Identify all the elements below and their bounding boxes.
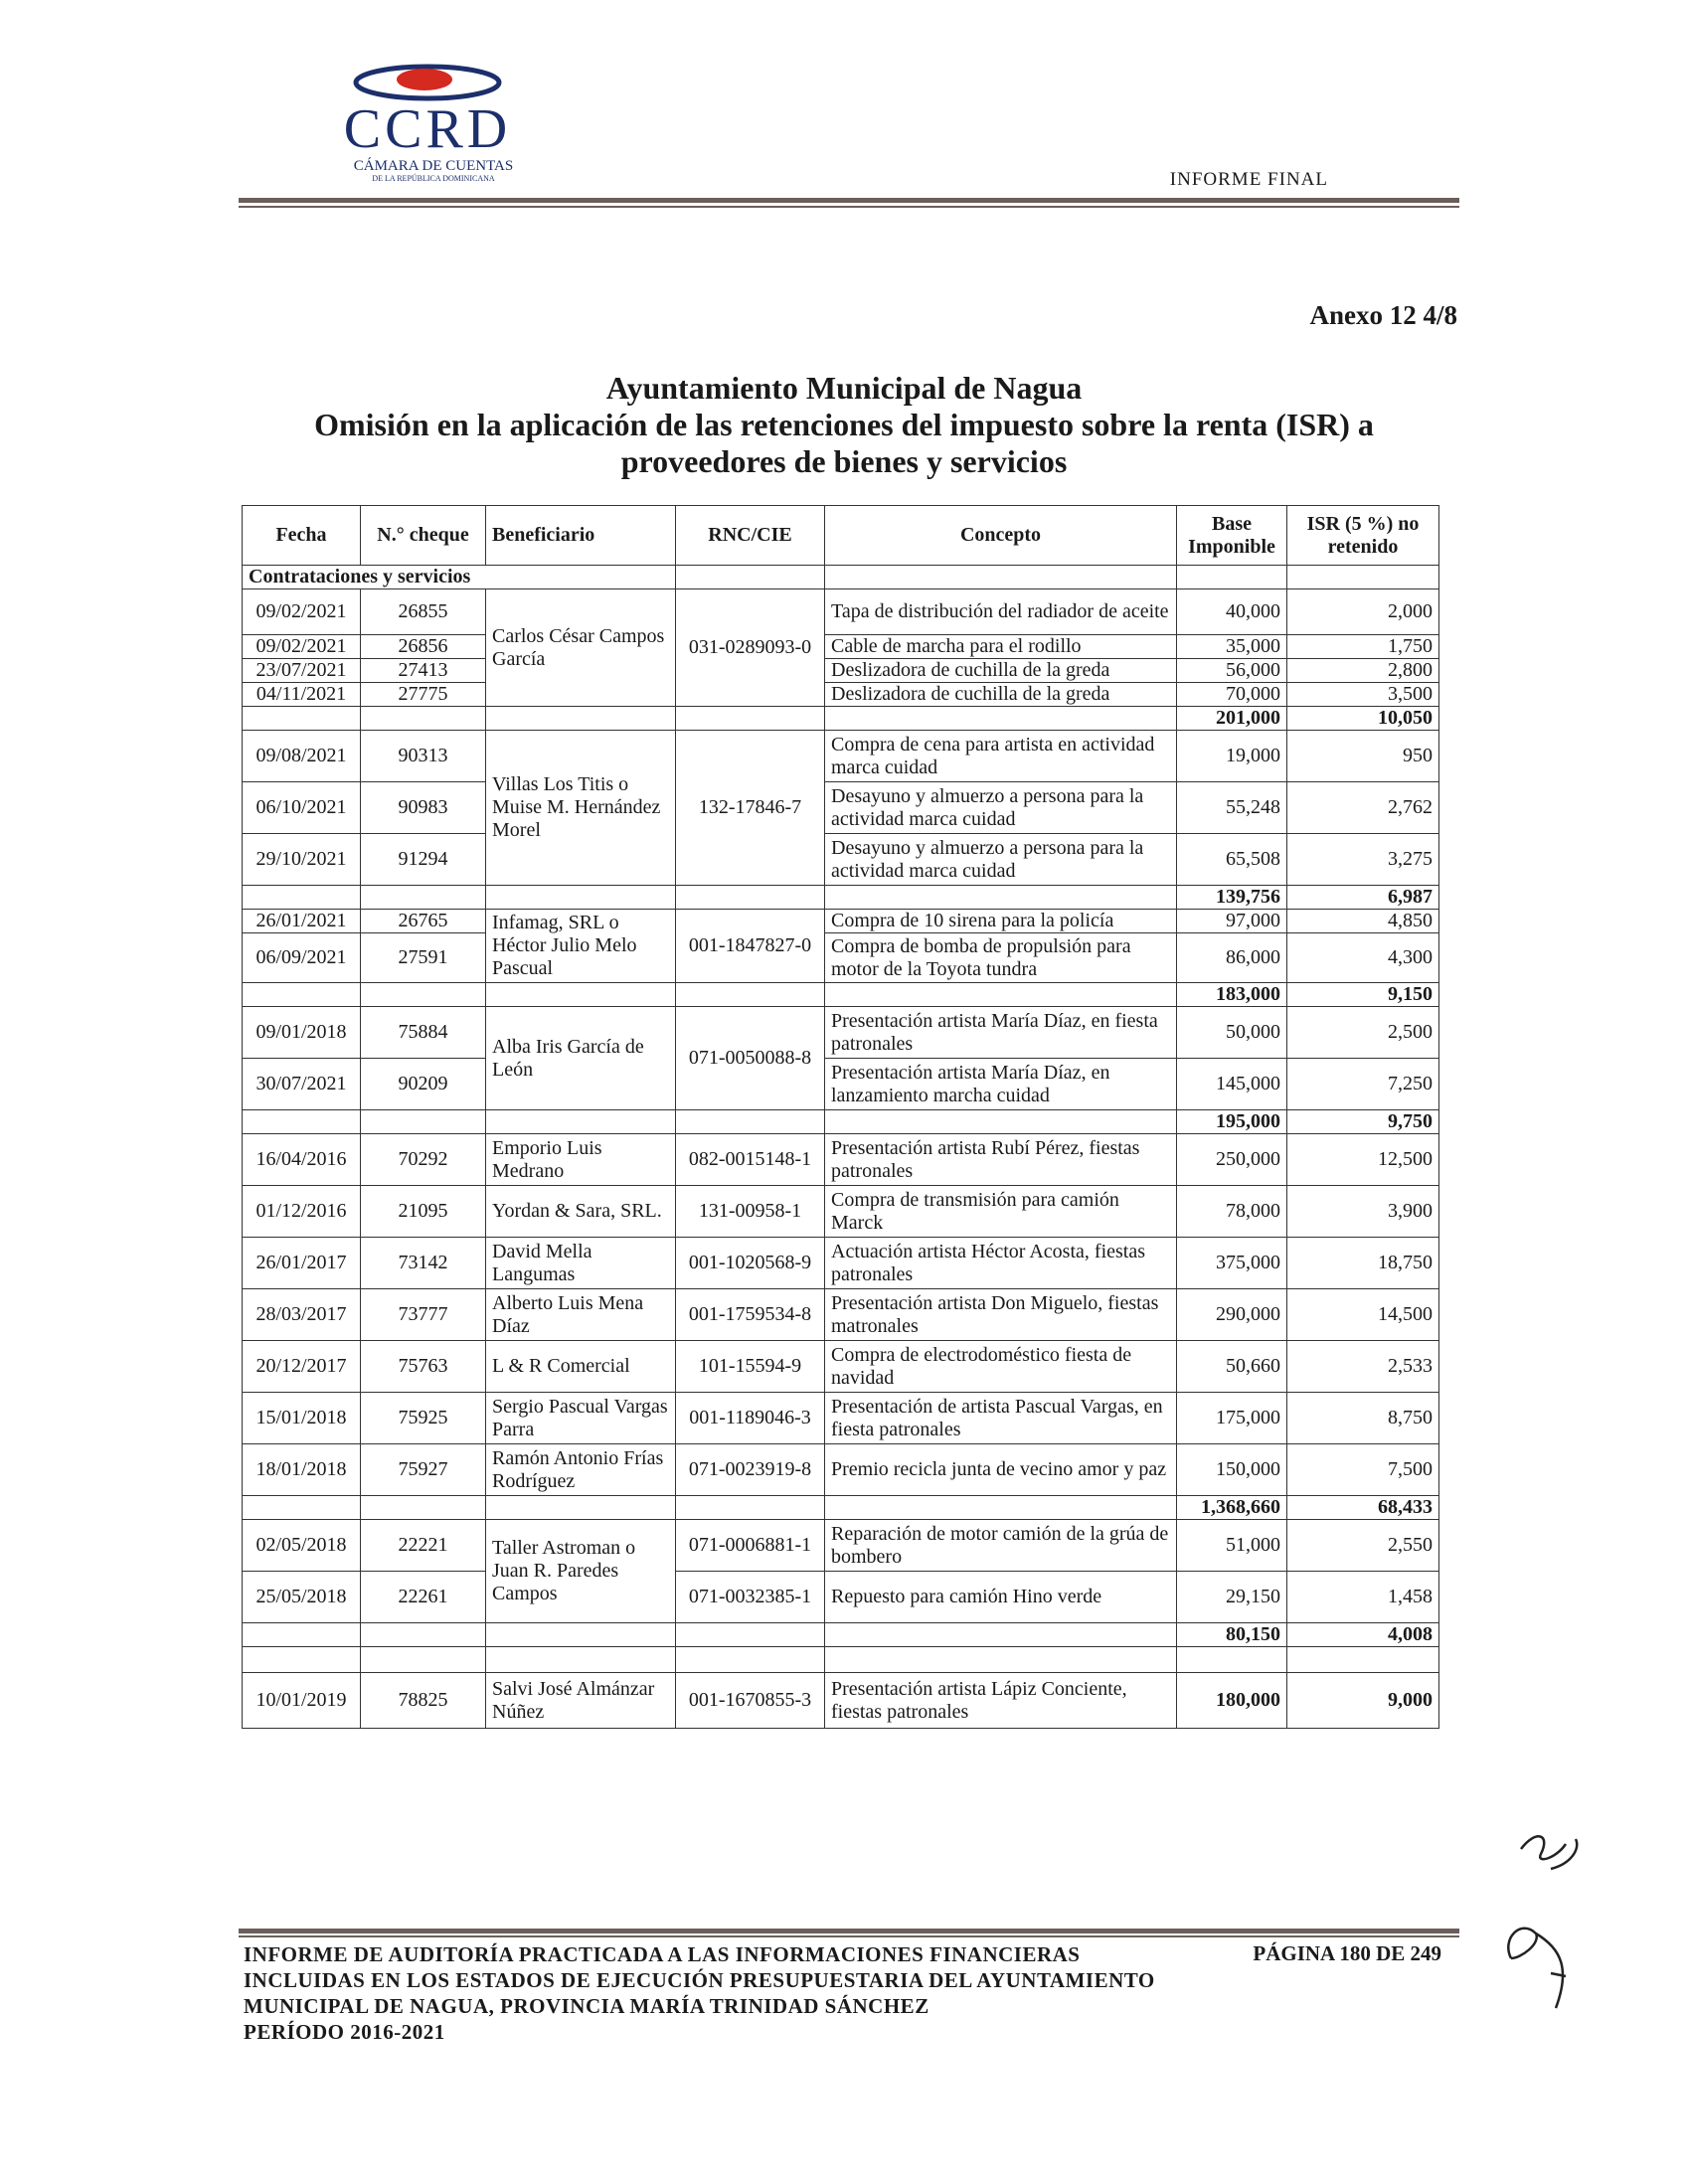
table-cell: 02/05/2018 — [243, 1520, 361, 1572]
table-cell — [825, 1496, 1177, 1520]
rnc-cell: 071-0050088-8 — [676, 1007, 825, 1110]
page-subtitle-1: Omisión en la aplicación de las retenciones del impuesto sobre la renta (ISR) a — [314, 407, 1374, 442]
table-cell: 16/04/2016 — [243, 1134, 361, 1186]
table-cell: Compra de bomba de propulsión para motor de la Toyota tundra — [825, 933, 1177, 983]
col-fecha: Fecha — [243, 506, 361, 566]
table-cell — [486, 886, 676, 910]
table-cell: 250,000 — [1177, 1134, 1287, 1186]
table-cell: 145,000 — [1177, 1059, 1287, 1110]
col-isr: ISR (5 %) no retenido — [1287, 506, 1439, 566]
table-cell: 1,750 — [1287, 635, 1439, 659]
table-cell: 27775 — [361, 683, 486, 707]
subtotal-row — [243, 983, 1439, 1007]
table-cell: 183,000 — [1177, 983, 1287, 1007]
logo-subtitle: CÁMARA DE CUENTAS — [353, 158, 514, 174]
table-cell — [361, 1647, 486, 1673]
table-cell: 082-0015148-1 — [676, 1134, 825, 1186]
table-cell: 19,000 — [1177, 731, 1287, 782]
table-cell: Premio recicla junta de vecino amor y paz — [825, 1444, 1177, 1496]
table-cell: Deslizadora de cuchilla de la greda — [825, 683, 1177, 707]
table-cell: 23/07/2021 — [243, 659, 361, 683]
table-cell: David Mella Langumas — [486, 1238, 676, 1289]
table-cell: 29/10/2021 — [243, 834, 361, 886]
footer-rule — [239, 1929, 1459, 1933]
table-row — [243, 1520, 1439, 1572]
table-cell: Reparación de motor camión de la grúa de bombero — [825, 1520, 1177, 1572]
table-cell: 90313 — [361, 731, 486, 782]
table-cell: 14,500 — [1287, 1289, 1439, 1341]
table-cell: 27591 — [361, 933, 486, 983]
table-cell — [243, 983, 361, 1007]
table-cell: 50,660 — [1177, 1341, 1287, 1393]
table-cell: 20/12/2017 — [243, 1341, 361, 1393]
table-cell — [1177, 566, 1287, 589]
col-cheque: N.° cheque — [361, 506, 486, 566]
table-cell: 195,000 — [1177, 1110, 1287, 1134]
table-cell: 139,756 — [1177, 886, 1287, 910]
table-cell: 75884 — [361, 1007, 486, 1059]
table-cell: 35,000 — [1177, 635, 1287, 659]
table-cell: 26/01/2021 — [243, 910, 361, 933]
subtotal-row — [243, 1623, 1439, 1647]
table-cell: 3,900 — [1287, 1186, 1439, 1238]
table-cell: 06/09/2021 — [243, 933, 361, 983]
table-cell: 91294 — [361, 834, 486, 886]
table-cell: 18,750 — [1287, 1238, 1439, 1289]
table-cell: 55,248 — [1177, 782, 1287, 834]
table-cell: 10/01/2019 — [243, 1673, 361, 1729]
table-cell: 27413 — [361, 659, 486, 683]
table-cell: Alberto Luis Mena Díaz — [486, 1289, 676, 1341]
page-subtitle-2: proveedores de bienes y servicios — [620, 443, 1068, 479]
table-row — [243, 1673, 1439, 1729]
table-header — [243, 506, 1439, 566]
table-cell: 68,433 — [1287, 1496, 1439, 1520]
table-cell: 10,050 — [1287, 707, 1439, 731]
table-row — [243, 1007, 1439, 1059]
table-cell: 70,000 — [1177, 683, 1287, 707]
table-cell: 97,000 — [1177, 910, 1287, 933]
table-cell: Repuesto para camión Hino verde — [825, 1572, 1177, 1623]
rnc-cell: 001-1847827-0 — [676, 910, 825, 983]
rnc-cell: 031-0289093-0 — [676, 589, 825, 707]
table-cell: 06/10/2021 — [243, 782, 361, 834]
table-cell — [676, 1647, 825, 1673]
table-row — [243, 731, 1439, 782]
table-cell: 09/02/2021 — [243, 589, 361, 635]
handwritten-signature-icon — [1481, 1809, 1610, 2038]
table-cell: 071-0032385-1 — [676, 1572, 825, 1623]
table-cell: 04/11/2021 — [243, 683, 361, 707]
table-cell: 7,250 — [1287, 1059, 1439, 1110]
table-row — [243, 659, 1439, 683]
table-cell — [825, 983, 1177, 1007]
header-rule — [239, 198, 1459, 203]
table-cell: 56,000 — [1177, 659, 1287, 683]
table-cell: 001-1759534-8 — [676, 1289, 825, 1341]
table-cell — [1177, 1647, 1287, 1673]
table-cell: 1,458 — [1287, 1572, 1439, 1623]
table-cell: Compra de cena para artista en actividad marca cuidad — [825, 731, 1177, 782]
page-title: Ayuntamiento Municipal de Nagua — [605, 370, 1083, 406]
table-cell — [243, 1496, 361, 1520]
table-row — [243, 1444, 1439, 1496]
table-cell — [676, 1110, 825, 1134]
table-cell: 001-1670855-3 — [676, 1673, 825, 1729]
col-base: Base Imponible — [1177, 506, 1287, 566]
table-cell — [825, 707, 1177, 731]
table-cell: Presentación artista Don Miguelo, fiestas matronales — [825, 1289, 1177, 1341]
table-cell — [1287, 566, 1439, 589]
table-cell: 50,000 — [1177, 1007, 1287, 1059]
table-cell — [1287, 1647, 1439, 1673]
table-cell: 09/01/2018 — [243, 1007, 361, 1059]
logo-subtitle-2: DE LA REPÚBLICA DOMINICANA — [372, 174, 495, 183]
table-cell: Presentación artista María Díaz, en lanzamiento marcha cuidad — [825, 1059, 1177, 1110]
page-number: PÁGINA 180 DE 249 — [1253, 1941, 1441, 1965]
table-cell: 26855 — [361, 589, 486, 635]
table-row — [243, 1238, 1439, 1289]
table-cell — [825, 1623, 1177, 1647]
table-cell: Tapa de distribución del radiador de aceite — [825, 589, 1177, 635]
table-cell: 40,000 — [1177, 589, 1287, 635]
table-cell: 29,150 — [1177, 1572, 1287, 1623]
table-cell: 22261 — [361, 1572, 486, 1623]
table-cell: Emporio Luis Medrano — [486, 1134, 676, 1186]
table-cell: 001-1189046-3 — [676, 1393, 825, 1444]
table-cell: 2,550 — [1287, 1520, 1439, 1572]
table-row — [243, 782, 1439, 834]
footer-report-title: INFORME DE AUDITORÍA PRACTICADA A LAS INFORMACIONES FINANCIERAS INCLUIDAS EN LOS ESTADOS DE EJECUCIÓN PRESUPUESTARIA DEL AYUNTAMIENTO MUNICIPAL DE NAGUA, PROVINCIA MARÍA TRINIDAD SÁNCHEZ PERÍODO 2016-2021 — [244, 1942, 1155, 2044]
table-cell — [243, 1110, 361, 1134]
table-cell — [243, 1623, 361, 1647]
table-cell: 2,000 — [1287, 589, 1439, 635]
table-cell: 73777 — [361, 1289, 486, 1341]
table-cell — [486, 707, 676, 731]
table-cell: Deslizadora de cuchilla de la greda — [825, 659, 1177, 683]
table-cell — [486, 1496, 676, 1520]
table-cell: 3,275 — [1287, 834, 1439, 886]
table-cell — [676, 707, 825, 731]
table-cell: 15/01/2018 — [243, 1393, 361, 1444]
table-cell — [486, 1110, 676, 1134]
table-row — [243, 933, 1439, 983]
table-cell — [825, 1110, 1177, 1134]
col-beneficiario: Beneficiario — [486, 506, 676, 566]
table-cell: 071-0006881-1 — [676, 1520, 825, 1572]
table-cell: 75927 — [361, 1444, 486, 1496]
rnc-cell: 132-17846-7 — [676, 731, 825, 886]
table-cell: Sergio Pascual Vargas Parra — [486, 1393, 676, 1444]
table-cell: 75763 — [361, 1341, 486, 1393]
table-cell: Desayuno y almuerzo a persona para la actividad marca cuidad — [825, 834, 1177, 886]
table-cell — [825, 1647, 1177, 1673]
table-cell: 3,500 — [1287, 683, 1439, 707]
table-cell: 180,000 — [1177, 1673, 1287, 1729]
table-cell: Salvi José Almánzar Núñez — [486, 1673, 676, 1729]
table-cell — [243, 886, 361, 910]
table-cell: 78,000 — [1177, 1186, 1287, 1238]
subtotal-row — [243, 1110, 1439, 1134]
table-cell — [486, 1647, 676, 1673]
table-cell: Compra de transmisión para camión Marck — [825, 1186, 1177, 1238]
table-cell — [486, 1623, 676, 1647]
table-cell: Presentación artista María Díaz, en fiesta patronales — [825, 1007, 1177, 1059]
table-cell: 950 — [1287, 731, 1439, 782]
table-cell — [825, 566, 1177, 589]
table-cell: 09/02/2021 — [243, 635, 361, 659]
table-cell: 071-0023919-8 — [676, 1444, 825, 1496]
table-cell: 290,000 — [1177, 1289, 1287, 1341]
table-row — [243, 589, 1439, 635]
table-cell: 4,850 — [1287, 910, 1439, 933]
annex-label: Anexo 12 4/8 — [1309, 300, 1457, 330]
table-cell — [361, 1623, 486, 1647]
table-cell — [361, 886, 486, 910]
table-cell: 30/07/2021 — [243, 1059, 361, 1110]
subtotal-row — [243, 707, 1439, 731]
table-cell: 28/03/2017 — [243, 1289, 361, 1341]
table-cell: 26/01/2017 — [243, 1238, 361, 1289]
table-row — [243, 683, 1439, 707]
beneficiario-cell: Infamag, SRL o Héctor Julio Melo Pascual — [486, 910, 676, 983]
table-cell — [361, 1496, 486, 1520]
table-cell: Presentación artista Rubí Pérez, fiestas patronales — [825, 1134, 1177, 1186]
table-cell: 4,008 — [1287, 1623, 1439, 1647]
table-row — [243, 1341, 1439, 1393]
table-cell: 9,150 — [1287, 983, 1439, 1007]
table-cell: 22221 — [361, 1520, 486, 1572]
table-cell: 9,750 — [1287, 1110, 1439, 1134]
isr-table — [242, 505, 1439, 1729]
section-row — [243, 566, 1439, 589]
table-row — [243, 1059, 1439, 1110]
table-row — [243, 834, 1439, 886]
table-cell: 2,800 — [1287, 659, 1439, 683]
table-cell: 70292 — [361, 1134, 486, 1186]
beneficiario-cell: Carlos César Campos García — [486, 589, 676, 707]
table-cell: 51,000 — [1177, 1520, 1287, 1572]
table-cell: 131-00958-1 — [676, 1186, 825, 1238]
table-cell: 001-1020568-9 — [676, 1238, 825, 1289]
table-cell: 201,000 — [1177, 707, 1287, 731]
table-row — [243, 1186, 1439, 1238]
subtotal-row — [243, 1496, 1439, 1520]
table-cell: 101-15594-9 — [676, 1341, 825, 1393]
table-cell: 2,500 — [1287, 1007, 1439, 1059]
table-cell — [676, 566, 825, 589]
table-cell: Compra de 10 sirena para la policía — [825, 910, 1177, 933]
report-label: INFORME FINAL — [1169, 169, 1328, 190]
table-row — [243, 910, 1439, 933]
table-cell: 25/05/2018 — [243, 1572, 361, 1623]
table-cell — [243, 707, 361, 731]
table-cell: 375,000 — [1177, 1238, 1287, 1289]
table-cell — [486, 983, 676, 1007]
table-cell: Compra de electrodoméstico fiesta de navidad — [825, 1341, 1177, 1393]
table-cell: 150,000 — [1177, 1444, 1287, 1496]
beneficiario-cell: Alba Iris García de León — [486, 1007, 676, 1110]
table-cell: Desayuno y almuerzo a persona para la actividad marca cuidad — [825, 782, 1177, 834]
subtotal-row — [243, 886, 1439, 910]
ccrd-logo — [313, 62, 552, 183]
header-rule-thin — [239, 206, 1459, 208]
table-cell: 80,150 — [1177, 1623, 1287, 1647]
table-cell: 26856 — [361, 635, 486, 659]
table-row — [243, 1134, 1439, 1186]
table-cell: 65,508 — [1177, 834, 1287, 886]
table-cell — [676, 1623, 825, 1647]
table-cell: 7,500 — [1287, 1444, 1439, 1496]
table-row — [243, 635, 1439, 659]
col-rnc: RNC/CIE — [676, 506, 825, 566]
table-row — [243, 1289, 1439, 1341]
table-cell: 18/01/2018 — [243, 1444, 361, 1496]
table-cell: 21095 — [361, 1186, 486, 1238]
table-cell — [361, 983, 486, 1007]
table-cell: 86,000 — [1177, 933, 1287, 983]
table-cell: 4,300 — [1287, 933, 1439, 983]
table-cell — [676, 1496, 825, 1520]
logo-text: CCRD — [343, 98, 512, 160]
table-cell: 90983 — [361, 782, 486, 834]
table-cell: 90209 — [361, 1059, 486, 1110]
table-cell — [676, 983, 825, 1007]
empty-row — [243, 1647, 1439, 1673]
table-cell: 78825 — [361, 1673, 486, 1729]
table-cell: 26765 — [361, 910, 486, 933]
table-cell: 175,000 — [1177, 1393, 1287, 1444]
table-cell: Actuación artista Héctor Acosta, fiestas patronales — [825, 1238, 1177, 1289]
table-cell: 09/08/2021 — [243, 731, 361, 782]
table-cell: 9,000 — [1287, 1673, 1439, 1729]
table-cell: 01/12/2016 — [243, 1186, 361, 1238]
table-cell: 6,987 — [1287, 886, 1439, 910]
table-cell: 8,750 — [1287, 1393, 1439, 1444]
beneficiario-cell: Villas Los Titis o Muise M. Hernández Morel — [486, 731, 676, 886]
table-cell — [361, 1110, 486, 1134]
beneficiario-cell: Taller Astroman o Juan R. Paredes Campos — [486, 1520, 676, 1623]
table-cell: 75925 — [361, 1393, 486, 1444]
table-cell: 1,368,660 — [1177, 1496, 1287, 1520]
table-cell — [243, 1647, 361, 1673]
col-concepto: Concepto — [825, 506, 1177, 566]
table-cell: L & R Comercial — [486, 1341, 676, 1393]
table-cell: Cable de marcha para el rodillo — [825, 635, 1177, 659]
footer-rule-thin — [239, 1935, 1459, 1937]
table-cell — [825, 886, 1177, 910]
table-cell: 73142 — [361, 1238, 486, 1289]
table-cell: Ramón Antonio Frías Rodríguez — [486, 1444, 676, 1496]
table-row — [243, 1393, 1439, 1444]
table-cell: Yordan & Sara, SRL. — [486, 1186, 676, 1238]
table-cell: 2,762 — [1287, 782, 1439, 834]
table-cell: Presentación artista Lápiz Conciente, fiestas patronales — [825, 1673, 1177, 1729]
table-cell: 2,533 — [1287, 1341, 1439, 1393]
table-cell: 12,500 — [1287, 1134, 1439, 1186]
table-cell — [361, 707, 486, 731]
table-cell: Presentación de artista Pascual Vargas, en fiesta patronales — [825, 1393, 1177, 1444]
section-label: Contrataciones y servicios — [243, 566, 676, 589]
table-cell — [676, 886, 825, 910]
table-row — [243, 1572, 1439, 1623]
